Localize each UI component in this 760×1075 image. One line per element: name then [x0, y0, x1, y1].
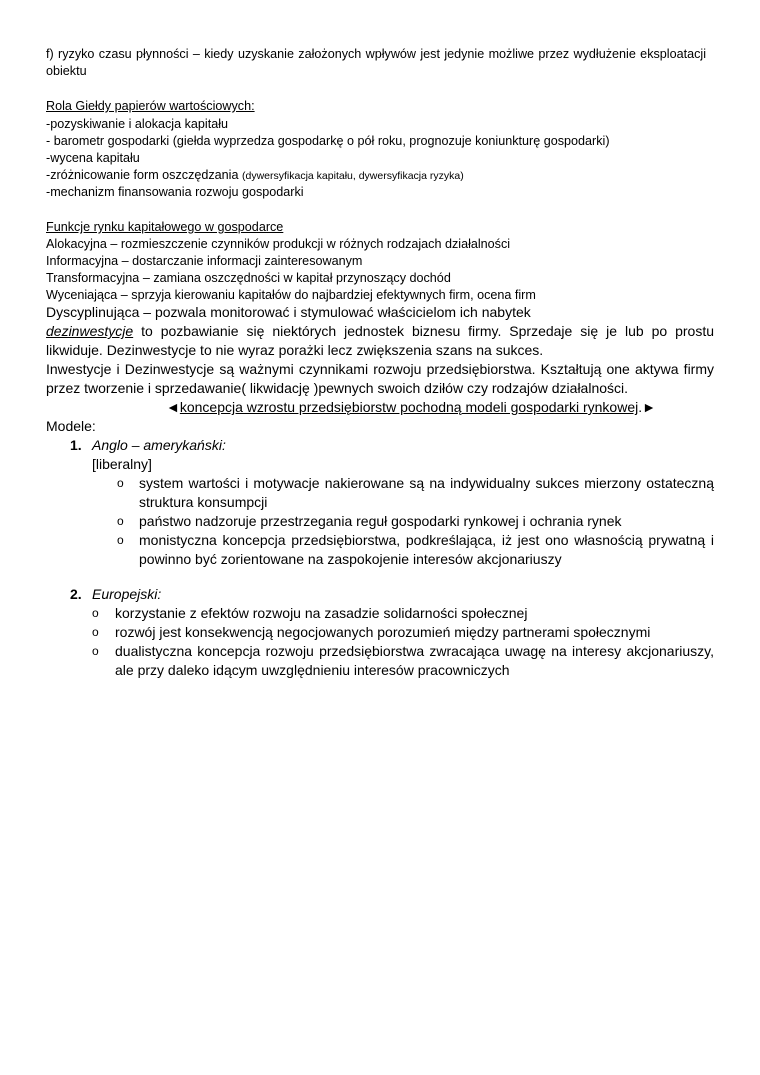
model-1-bullet-2-line-1: państwo nadzoruje przestrzegania reguł gospodarki rynkowej i ochrania rynek	[139, 513, 622, 529]
model-1-bullet-1-line-1: system wartości i motywacje nakierowane są na indywidualny sukces mierzony ostateczną	[139, 475, 714, 491]
gielda-item: - barometr gospodarki (giełda wyprzedza gospodarkę o pół roku, prognozuje koniunkturę gospodarki)	[46, 134, 610, 148]
intro-line-1: f) ryzyko czasu płynności – kiedy uzyskanie założonych wpływów jest jedynie możliwe przez wydłużenie eksploatacji	[46, 47, 706, 61]
dezinwestycje-term: dezinwestycje	[46, 323, 134, 339]
model-1-subtitle: [liberalny]	[92, 456, 152, 472]
bullet-icon: o	[92, 625, 99, 639]
inwestycje-line-1: Inwestycje i Dezinwestycje są ważnymi czynnikami rozwoju przedsiębiorstwa. Kształtują one aktywa firmy	[46, 361, 714, 377]
gielda-item: -wycena kapitału	[46, 151, 140, 165]
model-2-bullet-2-line-1: rozwój jest konsekwencją negocjowanych porozumień między partnerami społecznymi	[115, 624, 651, 640]
rynek-item: Transformacyjna – zamiana oszczędności w kapitał przynoszący dochód	[46, 271, 451, 285]
concept-text: koncepcja wzrostu przedsiębiorstw pochodną modeli gospodarki rynkowej	[179, 399, 639, 415]
modele-label: Modele:	[46, 418, 96, 434]
bullet-icon: o	[117, 533, 124, 547]
model-2-bullet-1-line-1: korzystanie z efektów rozwoju na zasadzie solidarności społecznej	[115, 605, 528, 621]
model-1-bullet-1-line-2: struktura konsumpcji	[139, 494, 268, 510]
model-2-bullet-3-line-2: ale przy daleko idącym uwzględnieniu interesów pracowniczych	[115, 662, 510, 678]
gielda-heading: Rola Giełdy papierów wartościowych:	[46, 99, 255, 113]
gielda-item: -pozyskiwanie i alokacja kapitału	[46, 117, 229, 131]
dyscyplinujaca-line: Dyscyplinująca – pozwala monitorować i stymulować właścicielom ich nabytek	[46, 304, 531, 320]
gielda-item: -mechanizm finansowania rozwoju gospodarki	[46, 185, 304, 199]
rynek-heading: Funkcje rynku kapitałowego w gospodarce	[46, 220, 284, 234]
inwestycje-line-2: przez tworzenie i sprzedawanie( likwidację )pewnych swoich dziłów czy rodzajów działalności.	[46, 380, 629, 396]
rynek-item: Alokacyjna – rozmieszczenie czynników produkcji w różnych rodzajach działalności	[46, 237, 511, 251]
dezinwestycje-text: to pozbawianie się niektórych jednostek biznesu firmy. Sprzedaje się je lub po prostu	[141, 323, 715, 339]
rynek-item: Wyceniająca – sprzyja kierowaniu kapitałów do najbardziej efektywnych firm, ocena firm	[46, 288, 536, 302]
gielda-item-zroznicowanie	[46, 167, 464, 185]
model-1-number: 1.	[70, 437, 82, 453]
concept-period: .	[638, 399, 643, 415]
bullet-icon: o	[92, 606, 99, 620]
arrow-left-icon: ◄	[166, 399, 180, 415]
model-1-bullet-3-line-2: powinno być zorientowane na zaspokojenie interesów akcjonariuszy	[139, 551, 562, 567]
model-1-title: Anglo – amerykański:	[92, 437, 226, 453]
model-2-title: Europejski:	[92, 586, 162, 602]
arrow-right-icon: ►	[642, 399, 656, 415]
rynek-item: Informacyjna – dostarczanie informacji zainteresowanym	[46, 254, 363, 268]
model-2-bullet-3-line-1: dualistyczna koncepcja rozwoju przedsiębiorstwa zwracająca uwagę na interesy akcjonariuszy,	[115, 643, 714, 659]
bullet-icon: o	[92, 644, 99, 658]
dezinwestycje-line-1	[46, 322, 714, 341]
gielda-item-note: (dywersyfikacja kapitału, dywersyfikacja ryzyka)	[242, 170, 464, 182]
intro-line-2: obiektu	[46, 64, 87, 78]
gielda-item-main: -zróżnicowanie form oszczędzania	[46, 168, 239, 182]
bullet-icon: o	[117, 476, 124, 490]
dezinwestycje-line-2: likwiduje. Dezinwestycje to nie wyraz porażki lecz zwiększenia szans na sukces.	[46, 342, 544, 358]
model-1-bullet-3-line-1: monistyczna koncepcja przedsiębiorstwa, podkreślająca, iż jest ono własnością prywatną i	[139, 532, 714, 548]
bullet-icon: o	[117, 514, 124, 528]
concept-line	[166, 398, 656, 417]
model-2-number: 2.	[70, 586, 82, 602]
